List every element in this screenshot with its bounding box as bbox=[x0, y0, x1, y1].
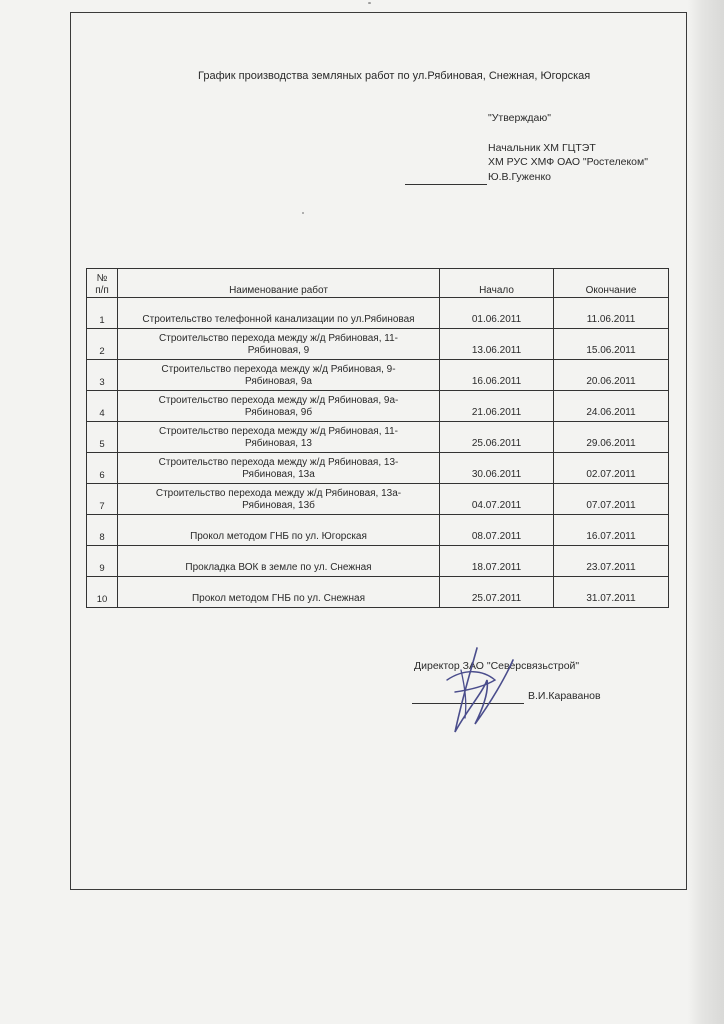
row-start-date: 04.07.2011 bbox=[440, 484, 554, 515]
scan-shadow-edge bbox=[688, 0, 724, 1024]
row-start-date: 30.06.2011 bbox=[440, 453, 554, 484]
row-name bbox=[118, 453, 440, 484]
row-name bbox=[118, 329, 440, 360]
row-number: 6 bbox=[87, 453, 118, 484]
table-row bbox=[87, 360, 669, 391]
row-number: 5 bbox=[87, 422, 118, 453]
row-start-date: 01.06.2011 bbox=[440, 298, 554, 329]
table-row bbox=[87, 329, 669, 360]
row-name-line: Рябиновая, 13 bbox=[244, 438, 312, 449]
header-name: Наименование работ bbox=[118, 269, 440, 298]
table-row bbox=[87, 453, 669, 484]
approval-signature-line bbox=[405, 184, 487, 185]
row-name bbox=[118, 422, 440, 453]
row-name bbox=[118, 391, 440, 422]
row-number: 8 bbox=[87, 515, 118, 546]
table-row bbox=[87, 391, 669, 422]
row-number: 4 bbox=[87, 391, 118, 422]
row-number: 1 bbox=[87, 298, 118, 329]
row-start-date: 13.06.2011 bbox=[440, 329, 554, 360]
row-end-date: 15.06.2011 bbox=[554, 329, 669, 360]
row-end-date: 23.07.2011 bbox=[554, 546, 669, 577]
table-row bbox=[87, 546, 669, 577]
table-row bbox=[87, 484, 669, 515]
scan-speck bbox=[368, 2, 371, 4]
director-name: В.И.Караванов bbox=[528, 690, 601, 702]
row-end-date: 02.07.2011 bbox=[554, 453, 669, 484]
row-end-date: 16.07.2011 bbox=[554, 515, 669, 546]
row-name-line: Строительство перехода между ж/д Рябиновая, 13- bbox=[158, 457, 399, 468]
row-name bbox=[118, 298, 440, 329]
row-end-date: 20.06.2011 bbox=[554, 360, 669, 391]
row-start-date: 25.07.2011 bbox=[440, 577, 554, 608]
row-start-date: 25.06.2011 bbox=[440, 422, 554, 453]
row-name-line: Прокол методом ГНБ по ул. Югорская bbox=[190, 531, 367, 542]
row-start-date: 08.07.2011 bbox=[440, 515, 554, 546]
row-name-line: Строительство перехода между ж/д Рябиновая, 13а- bbox=[155, 488, 402, 499]
header-end: Окончание bbox=[554, 269, 669, 298]
works-schedule-table bbox=[86, 268, 669, 608]
table-header-row bbox=[87, 269, 669, 298]
approval-heading: "Утверждаю" bbox=[488, 112, 551, 124]
director-position: Директор ЗАО "Северсвязьстрой" bbox=[414, 660, 580, 672]
table-row bbox=[87, 422, 669, 453]
table-row bbox=[87, 298, 669, 329]
row-name-line: Строительство телефонной канализации по ул.Рябиновая bbox=[142, 314, 415, 325]
row-name-line: Строительство перехода между ж/д Рябиновая, 9- bbox=[161, 364, 396, 375]
header-start: Начало bbox=[440, 269, 554, 298]
row-number: 7 bbox=[87, 484, 118, 515]
row-number: 9 bbox=[87, 546, 118, 577]
row-name-line: Рябиновая, 9 bbox=[247, 345, 310, 356]
row-name-line: Рябиновая, 9а bbox=[244, 376, 312, 387]
row-number: 10 bbox=[87, 577, 118, 608]
row-end-date: 07.07.2011 bbox=[554, 484, 669, 515]
approval-position-line-2: ХМ РУС ХМФ ОАО "Ростелеком" bbox=[488, 156, 648, 168]
row-number: 3 bbox=[87, 360, 118, 391]
row-name bbox=[118, 546, 440, 577]
row-name bbox=[118, 484, 440, 515]
row-start-date: 21.06.2011 bbox=[440, 391, 554, 422]
row-end-date: 11.06.2011 bbox=[554, 298, 669, 329]
row-name-line: Рябиновая, 13б bbox=[242, 500, 315, 511]
table-row bbox=[87, 515, 669, 546]
header-number-line-1: № bbox=[96, 273, 108, 284]
header-number bbox=[87, 269, 118, 298]
row-start-date: 16.06.2011 bbox=[440, 360, 554, 391]
row-end-date: 31.07.2011 bbox=[554, 577, 669, 608]
row-name bbox=[118, 360, 440, 391]
row-name-line: Прокол методом ГНБ по ул. Снежная bbox=[191, 593, 365, 604]
approval-position-line-1: Начальник ХМ ГЦТЭТ bbox=[488, 142, 596, 154]
row-end-date: 29.06.2011 bbox=[554, 422, 669, 453]
header-number-line-2: п/п bbox=[95, 285, 109, 296]
table-row bbox=[87, 577, 669, 608]
row-end-date: 24.06.2011 bbox=[554, 391, 669, 422]
approval-signer-name: Ю.В.Гуженко bbox=[488, 171, 552, 183]
row-name-line: Рябиновая, 13а bbox=[242, 469, 315, 480]
row-name bbox=[118, 577, 440, 608]
row-start-date: 18.07.2011 bbox=[440, 546, 554, 577]
row-name-line: Строительство перехода между ж/д Рябиновая, 11- bbox=[159, 426, 398, 437]
row-number: 2 bbox=[87, 329, 118, 360]
handwritten-signature bbox=[425, 640, 535, 740]
row-name-line: Рябиновая, 9б bbox=[244, 407, 313, 418]
row-name-line: Прокладка ВОК в земле по ул. Снежная bbox=[185, 562, 372, 573]
row-name bbox=[118, 515, 440, 546]
row-name-line: Строительство перехода между ж/д Рябиновая, 11- bbox=[159, 333, 398, 344]
row-name-line: Строительство перехода между ж/д Рябиновая, 9а- bbox=[158, 395, 399, 406]
document-title: График производства земляных работ по ул.Рябиновая, Снежная, Югорская bbox=[198, 70, 591, 82]
